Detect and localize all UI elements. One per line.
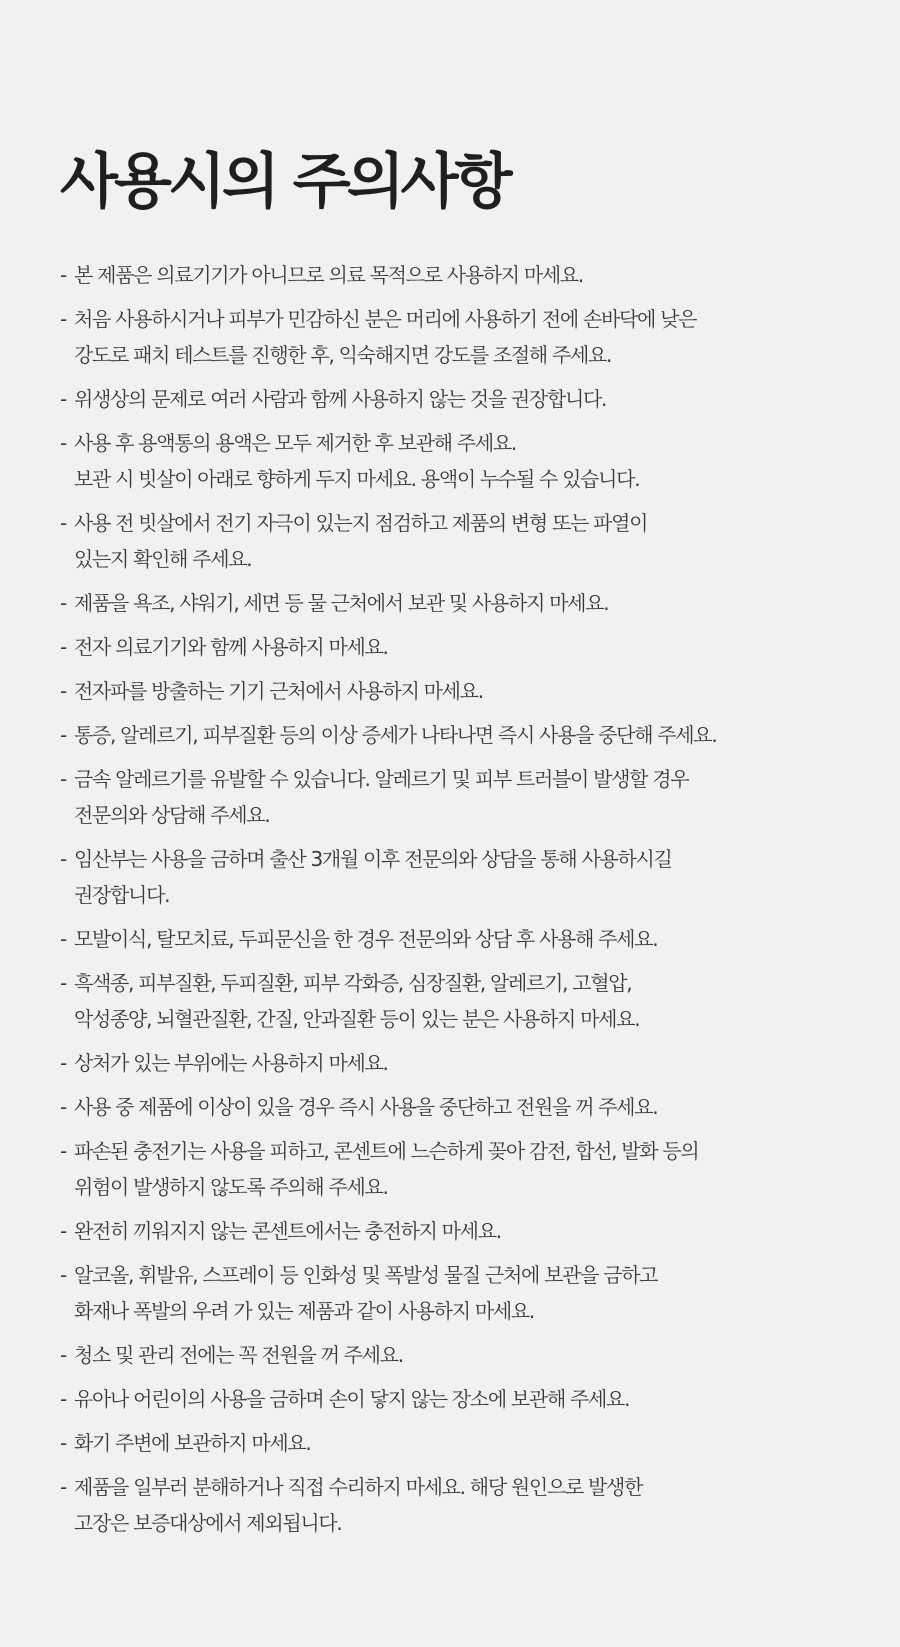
caution-list <box>60 257 880 1541</box>
list-item-text: 사용 전 빗살에서 전기 자극이 있는지 점검하고 제품의 변형 또는 파열이 <box>74 511 648 535</box>
list-item <box>60 717 880 753</box>
list-item-text: 처음 사용하시거나 피부가 민감하신 분은 머리에 사용하기 전에 손바닥에 낮은 <box>74 307 697 331</box>
list-item-text: 제품을 욕조, 샤워기, 세면 등 물 근처에서 보관 및 사용하지 마세요. <box>74 591 609 615</box>
list-item-text: 파손된 충전기는 사용을 피하고, 콘센트에 느슨하게 꽂아 감전, 합선, 발화 등의 <box>74 1139 699 1163</box>
list-item <box>60 301 880 373</box>
page-title: 사용시의 주의사항 <box>60 147 509 217</box>
bullet-dash: - <box>60 847 66 871</box>
list-item-text: 보관 시 빗살이 아래로 향하게 두지 마세요. 용액이 누수될 수 있습니다. <box>74 467 640 491</box>
list-item <box>60 1425 880 1461</box>
list-item <box>60 1469 880 1541</box>
list-item <box>60 629 880 665</box>
list-item <box>60 257 880 293</box>
list-item-text: 알코올, 휘발유, 스프레이 등 인화성 및 폭발성 물질 근처에 보관을 금하고 <box>74 1263 658 1287</box>
list-item-text: 사용 후 용액통의 용액은 모두 제거한 후 보관해 주세요. <box>74 431 516 455</box>
bullet-dash: - <box>60 307 66 331</box>
bullet-dash: - <box>60 635 66 659</box>
bullet-dash: - <box>60 1431 66 1455</box>
bullet-dash: - <box>60 431 66 455</box>
bullet-dash: - <box>60 971 66 995</box>
list-item <box>60 1381 880 1417</box>
list-item-text: 위험이 발생하지 않도록 주의해 주세요. <box>74 1175 388 1199</box>
list-item-text: 본 제품은 의료기기가 아니므로 의료 목적으로 사용하지 마세요. <box>74 263 583 287</box>
bullet-dash: - <box>60 767 66 791</box>
list-item-text: 유아나 어린이의 사용을 금하며 손이 닿지 않는 장소에 보관해 주세요. <box>74 1387 630 1411</box>
list-item <box>60 1213 880 1249</box>
bullet-dash: - <box>60 263 66 287</box>
list-item <box>60 761 880 833</box>
list-item <box>60 505 880 577</box>
list-item-text: 임산부는 사용을 금하며 출산 3개월 이후 전문의와 상담을 통해 사용하시길 <box>74 847 672 871</box>
bullet-dash: - <box>60 511 66 535</box>
bullet-dash: - <box>60 927 66 951</box>
list-item-text: 모발이식, 탈모치료, 두피문신을 한 경우 전문의와 상담 후 사용해 주세요. <box>74 927 658 951</box>
list-item-text: 사용 중 제품에 이상이 있을 경우 즉시 사용을 중단하고 전원을 꺼 주세요. <box>74 1095 658 1119</box>
list-item <box>60 1337 880 1373</box>
bullet-dash: - <box>60 1343 66 1367</box>
bullet-dash: - <box>60 723 66 747</box>
list-item <box>60 673 880 709</box>
bullet-dash: - <box>60 1095 66 1119</box>
list-item-text: 제품을 일부러 분해하거나 직접 수리하지 마세요. 해당 원인으로 발생한 <box>74 1475 643 1499</box>
list-item-text: 위생상의 문제로 여러 사람과 함께 사용하지 않는 것을 권장합니다. <box>74 387 607 411</box>
list-item-text: 고장은 보증대상에서 제외됩니다. <box>74 1511 342 1535</box>
list-item-text: 전자 의료기기와 함께 사용하지 마세요. <box>74 635 388 659</box>
list-item-text: 청소 및 관리 전에는 꼭 전원을 꺼 주세요. <box>74 1343 403 1367</box>
list-item <box>60 921 880 957</box>
list-item <box>60 425 880 497</box>
bullet-dash: - <box>60 1051 66 1075</box>
bullet-dash: - <box>60 387 66 411</box>
bullet-dash: - <box>60 591 66 615</box>
list-item <box>60 841 880 913</box>
list-item-text: 흑색종, 피부질환, 두피질환, 피부 각화증, 심장질환, 알레르기, 고혈압, <box>74 971 632 995</box>
list-item <box>60 1257 880 1329</box>
bullet-dash: - <box>60 1263 66 1287</box>
list-item-text: 있는지 확인해 주세요. <box>74 547 252 571</box>
bullet-dash: - <box>60 1219 66 1243</box>
list-item <box>60 585 880 621</box>
list-item <box>60 1089 880 1125</box>
bullet-dash: - <box>60 1387 66 1411</box>
list-item-text: 완전히 끼워지지 않는 콘센트에서는 충전하지 마세요. <box>74 1219 501 1243</box>
list-item-text: 권장합니다. <box>74 883 170 907</box>
bullet-dash: - <box>60 1139 66 1163</box>
list-item <box>60 1133 880 1205</box>
list-item-text: 화재나 폭발의 우려 가 있는 제품과 같이 사용하지 마세요. <box>74 1299 534 1323</box>
list-item <box>60 381 880 417</box>
list-item-text: 상처가 있는 부위에는 사용하지 마세요. <box>74 1051 388 1075</box>
list-item-text: 통증, 알레르기, 피부질환 등의 이상 증세가 나타나면 즉시 사용을 중단해 주세요. <box>74 723 717 747</box>
list-item-text: 금속 알레르기를 유발할 수 있습니다. 알레르기 및 피부 트러블이 발생할 경우 <box>74 767 689 791</box>
list-item <box>60 965 880 1037</box>
list-item-text: 전문의와 상담해 주세요. <box>74 803 270 827</box>
list-item-text: 전자파를 방출하는 기기 근처에서 사용하지 마세요. <box>74 679 483 703</box>
list-item-text: 강도로 패치 테스트를 진행한 후, 익숙해지면 강도를 조절해 주세요. <box>74 343 612 367</box>
bullet-dash: - <box>60 1475 66 1499</box>
list-item-text: 악성종양, 뇌혈관질환, 간질, 안과질환 등이 있는 분은 사용하지 마세요. <box>74 1007 640 1031</box>
bullet-dash: - <box>60 679 66 703</box>
list-item-text: 화기 주변에 보관하지 마세요. <box>74 1431 311 1455</box>
list-item <box>60 1045 880 1081</box>
